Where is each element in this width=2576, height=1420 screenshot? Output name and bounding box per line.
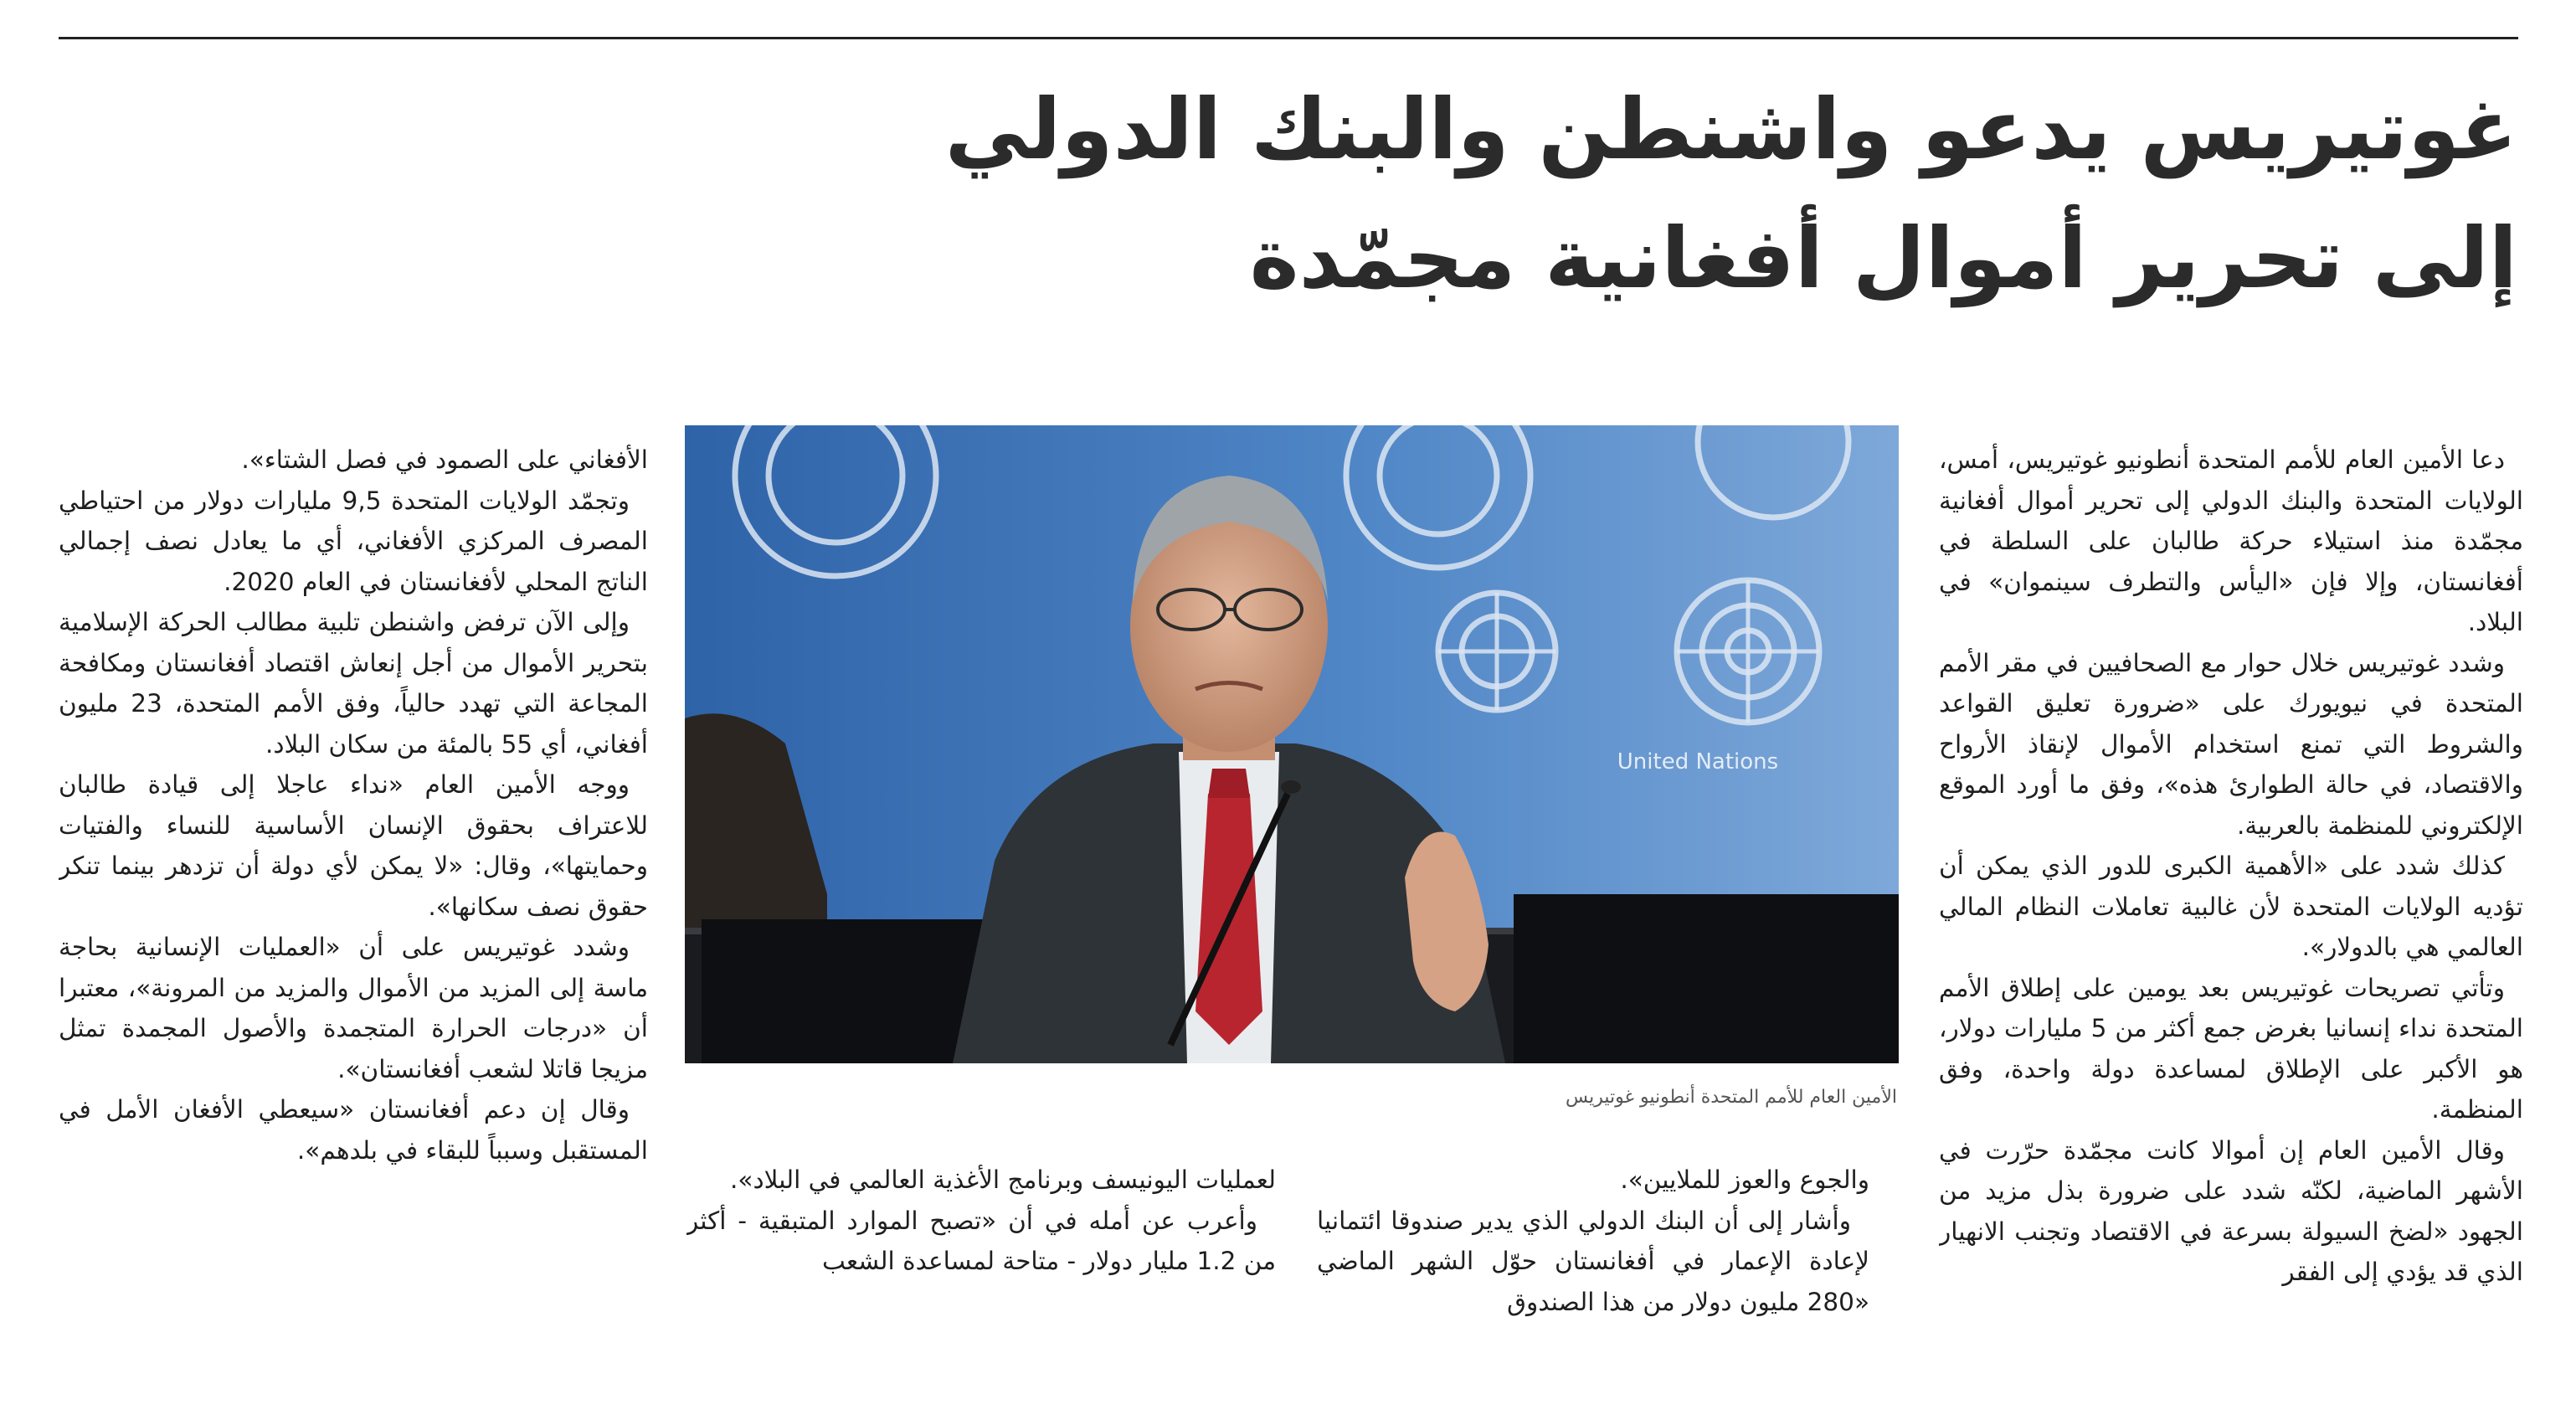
paragraph: دعا الأمين العام للأمم المتحدة أنطونيو غوتيريس، أمس، الولايات المتحدة والبنك الدولي إلى تحرير أموال أفغانية مجمّدة منذ استيلاء حركة طالبان على السلطة في أفغانستان، وإلا فإن «اليأس والتطرف سينموان» في البلاد. — [1939, 445, 2523, 636]
paragraph: لعمليات اليونيسف وبرنامج الأغذية العالمي في البلاد». — [730, 1165, 1276, 1194]
paragraph: وإلى الآن ترفض واشنطن تلبية مطالب الحركة الإسلامية بتحرير الأموال من أجل إنعاش اقتصاد أفغانستان ومكافحة المجاعة التي تهدد حالياً، وفق الأمم المتحدة، 23 مليون أفغاني، أي 55 بالمئة من سكان البلاد. — [59, 608, 648, 759]
paragraph: وأشار إلى أن البنك الدولي الذي يدير صندوقا ائتمانيا لإعادة الإعمار في أفغانستان حوّل الشهر الماضي «280 مليون دولار من هذا الصندوق — [1317, 1206, 1869, 1316]
paragraph: وتأتي تصريحات غوتيريس بعد يومين على إطلاق الأمم المتحدة نداء إنسانيا بغرض جمع أكثر من 5 مليارات دولار، هو الأكبر على الإطلاق لمساعدة دولة واحدة، وفق المنظمة. — [1939, 973, 2523, 1124]
paragraph: وتجمّد الولايات المتحدة 9,5 مليارات دولار من احتياطي المصرف المركزي الأفغاني، أي ما يعادل نصف إجمالي الناتج المحلي لأفغانستان في العام 2020. — [59, 486, 648, 596]
headline-line-1: غوتيريس يدعو واشنطن والبنك الدولي — [944, 80, 2517, 178]
photo-caption: الأمين العام للأمم المتحدة أنطونيو غوتيريس — [1566, 1087, 1897, 1108]
paragraph: وأعرب عن أمله في أن «تصبح الموارد المتبقية - أكثر من 1.2 مليار دولار - متاحة لمساعدة الشعب — [686, 1206, 1276, 1275]
article-column-middle-right — [1317, 1160, 1869, 1402]
top-rule — [59, 37, 2518, 39]
paragraph: والجوع والعوز للملايين». — [1620, 1165, 1869, 1194]
paragraph: كذلك شدد على «الأهمية الكبرى للدور الذي يمكن أن تؤديه الولايات المتحدة لأن غالبية تعاملات النظام المالي العالمي هي بالدولار». — [1939, 851, 2523, 961]
article-column-middle-left — [686, 1160, 1276, 1402]
article-photo — [685, 425, 1899, 1063]
photo-sign-text: United Nations — [1617, 749, 1779, 774]
paragraph: وشدد غوتيريس على أن «العمليات الإنسانية بحاجة ماسة إلى المزيد من الأموال والمزيد من المرونة»، معتبرا أن «درجات الحرارة المتجمدة والأصول المجمدة تمثل مزيجا قاتلا لشعب أفغانستان». — [59, 933, 648, 1083]
article-column-right — [1939, 440, 2523, 1402]
paragraph: وقال إن دعم أفغانستان «سيعطي الأفغان الأمل في المستقبل وسبباً للبقاء في بلدهم». — [59, 1095, 648, 1165]
paragraph: وقال الأمين العام إن أموالا كانت مجمّدة حرّرت في الأشهر الماضية، لكنّه شدد على ضرورة بذل مزيد من الجهود «لضخ السيولة بسرعة في الاقتصاد وتجنب الانهيار الذي قد يؤدي إلى الفقر — [1939, 1135, 2523, 1286]
headline-line-2: إلى تحرير أموال أفغانية مجمّدة — [1249, 209, 2517, 307]
article-column-left — [59, 440, 648, 1402]
headline — [592, 65, 2517, 323]
paragraph: ووجه الأمين العام «نداء عاجلا إلى قيادة طالبان للاعتراف بحقوق الإنسان الأساسية للنساء والفتيات وحمايتها»، وقال: «لا يمكن لأي دولة أن تزدهر بينما تنكر حقوق نصف سكانها». — [59, 770, 648, 921]
paragraph: وشدد غوتيريس خلال حوار مع الصحافيين في مقر الأمم المتحدة في نيويورك على «ضرورة تعليق القواعد والشروط التي تمنع استخدام الأموال لإنقاذ الأرواح والاقتصاد، في حالة الطوارئ هذه»، وفق ما أورد الموقع الإلكتروني للمنظمة بالعربية. — [1939, 648, 2523, 840]
paragraph: الأفغاني على الصمود في فصل الشتاء». — [241, 445, 648, 474]
